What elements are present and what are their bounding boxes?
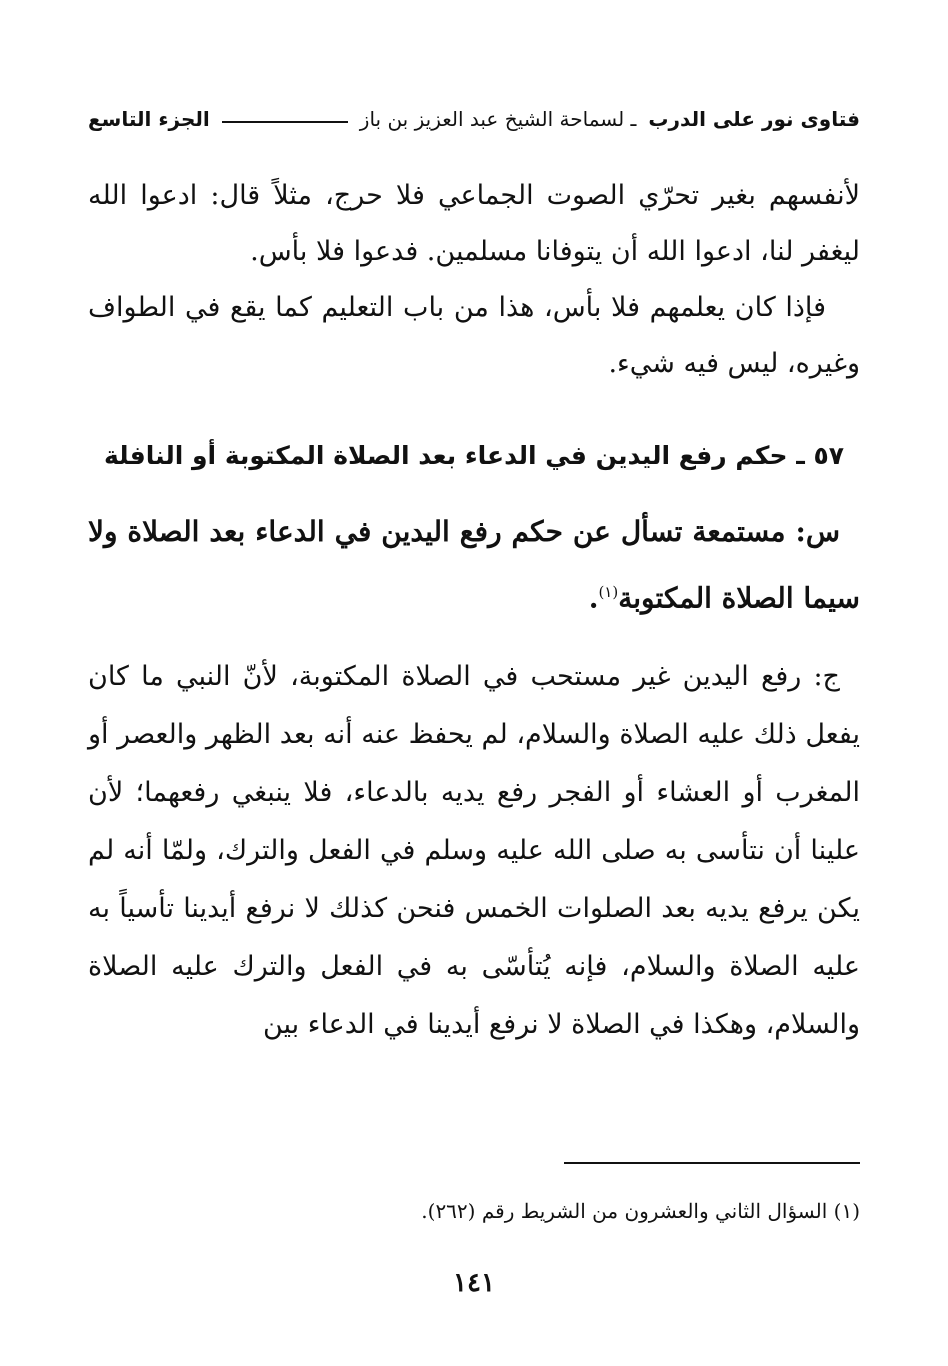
footnote-rule [564,1162,860,1164]
author-name: ـ لسماحة الشيخ عبد العزيز بن باز [359,107,637,131]
running-header [88,102,860,136]
main-text [88,168,860,1054]
footnote-marker: (١) [598,583,619,601]
question-text: س: مستمعة تسأل عن حكم رفع اليدين في الدعاء بعد الصلاة ولا سيما الصلاة المكتوبة [88,515,860,615]
section-title: ٥٧ ـ حكم رفع اليدين في الدعاء بعد الصلاة المكتوبة أو النافلة [104,441,844,470]
paragraph: فإذا كان يعلمهم فلا بأس، هذا من باب التعليم كما يقع في الطواف وغيره، ليس فيه شيء. [88,292,860,379]
book-title: فتاوى نور على الدرب [648,107,860,131]
answer-paragraph: ج: رفع اليدين غير مستحب في الصلاة المكتوبة، لأنّ النبي ما كان يفعل ذلك عليه الصلاة والسلام، لم يحفظ عنه أنه بعد الظهر والعصر أو المغرب أو العشاء أو الفجر رفع يديه بالدعاء، فلا ينبغي رفعهما؛ لأن علينا أن نتأسى به صلى الله عليه وسلم في الفعل والترك، ولمّا أنه لم يكن يرفع يديه بعد الصلوات الخمس فنحن كذلك لا نرفع أيدينا تأسياً به عليه الصلاة والسلام، فإنه يُتأسّى به في الفعل والترك عليه الصلاة والسلام، وهكذا في الصلاة لا نرفع أيدينا في الدعاء بين [88,661,860,1041]
header-rule [222,121,348,123]
page-number: ١٤١ [453,1268,495,1298]
footnote: (١) السؤال الثاني والعشرون من الشريط رقم (٢٦٢). [421,1199,860,1223]
volume-label: الجزء التاسع [88,107,210,131]
document-page [88,0,860,1366]
question-paragraph [88,502,860,628]
question-end: . [588,581,599,615]
paragraph-continuation: لأنفسهم بغير تحرّي الصوت الجماعي فلا حرج، مثلاً قال: ادعوا الله ليغفر لنا، ادعوا الله أن يتوفانا مسلمين. فدعوا فلا بأس. [88,180,860,267]
